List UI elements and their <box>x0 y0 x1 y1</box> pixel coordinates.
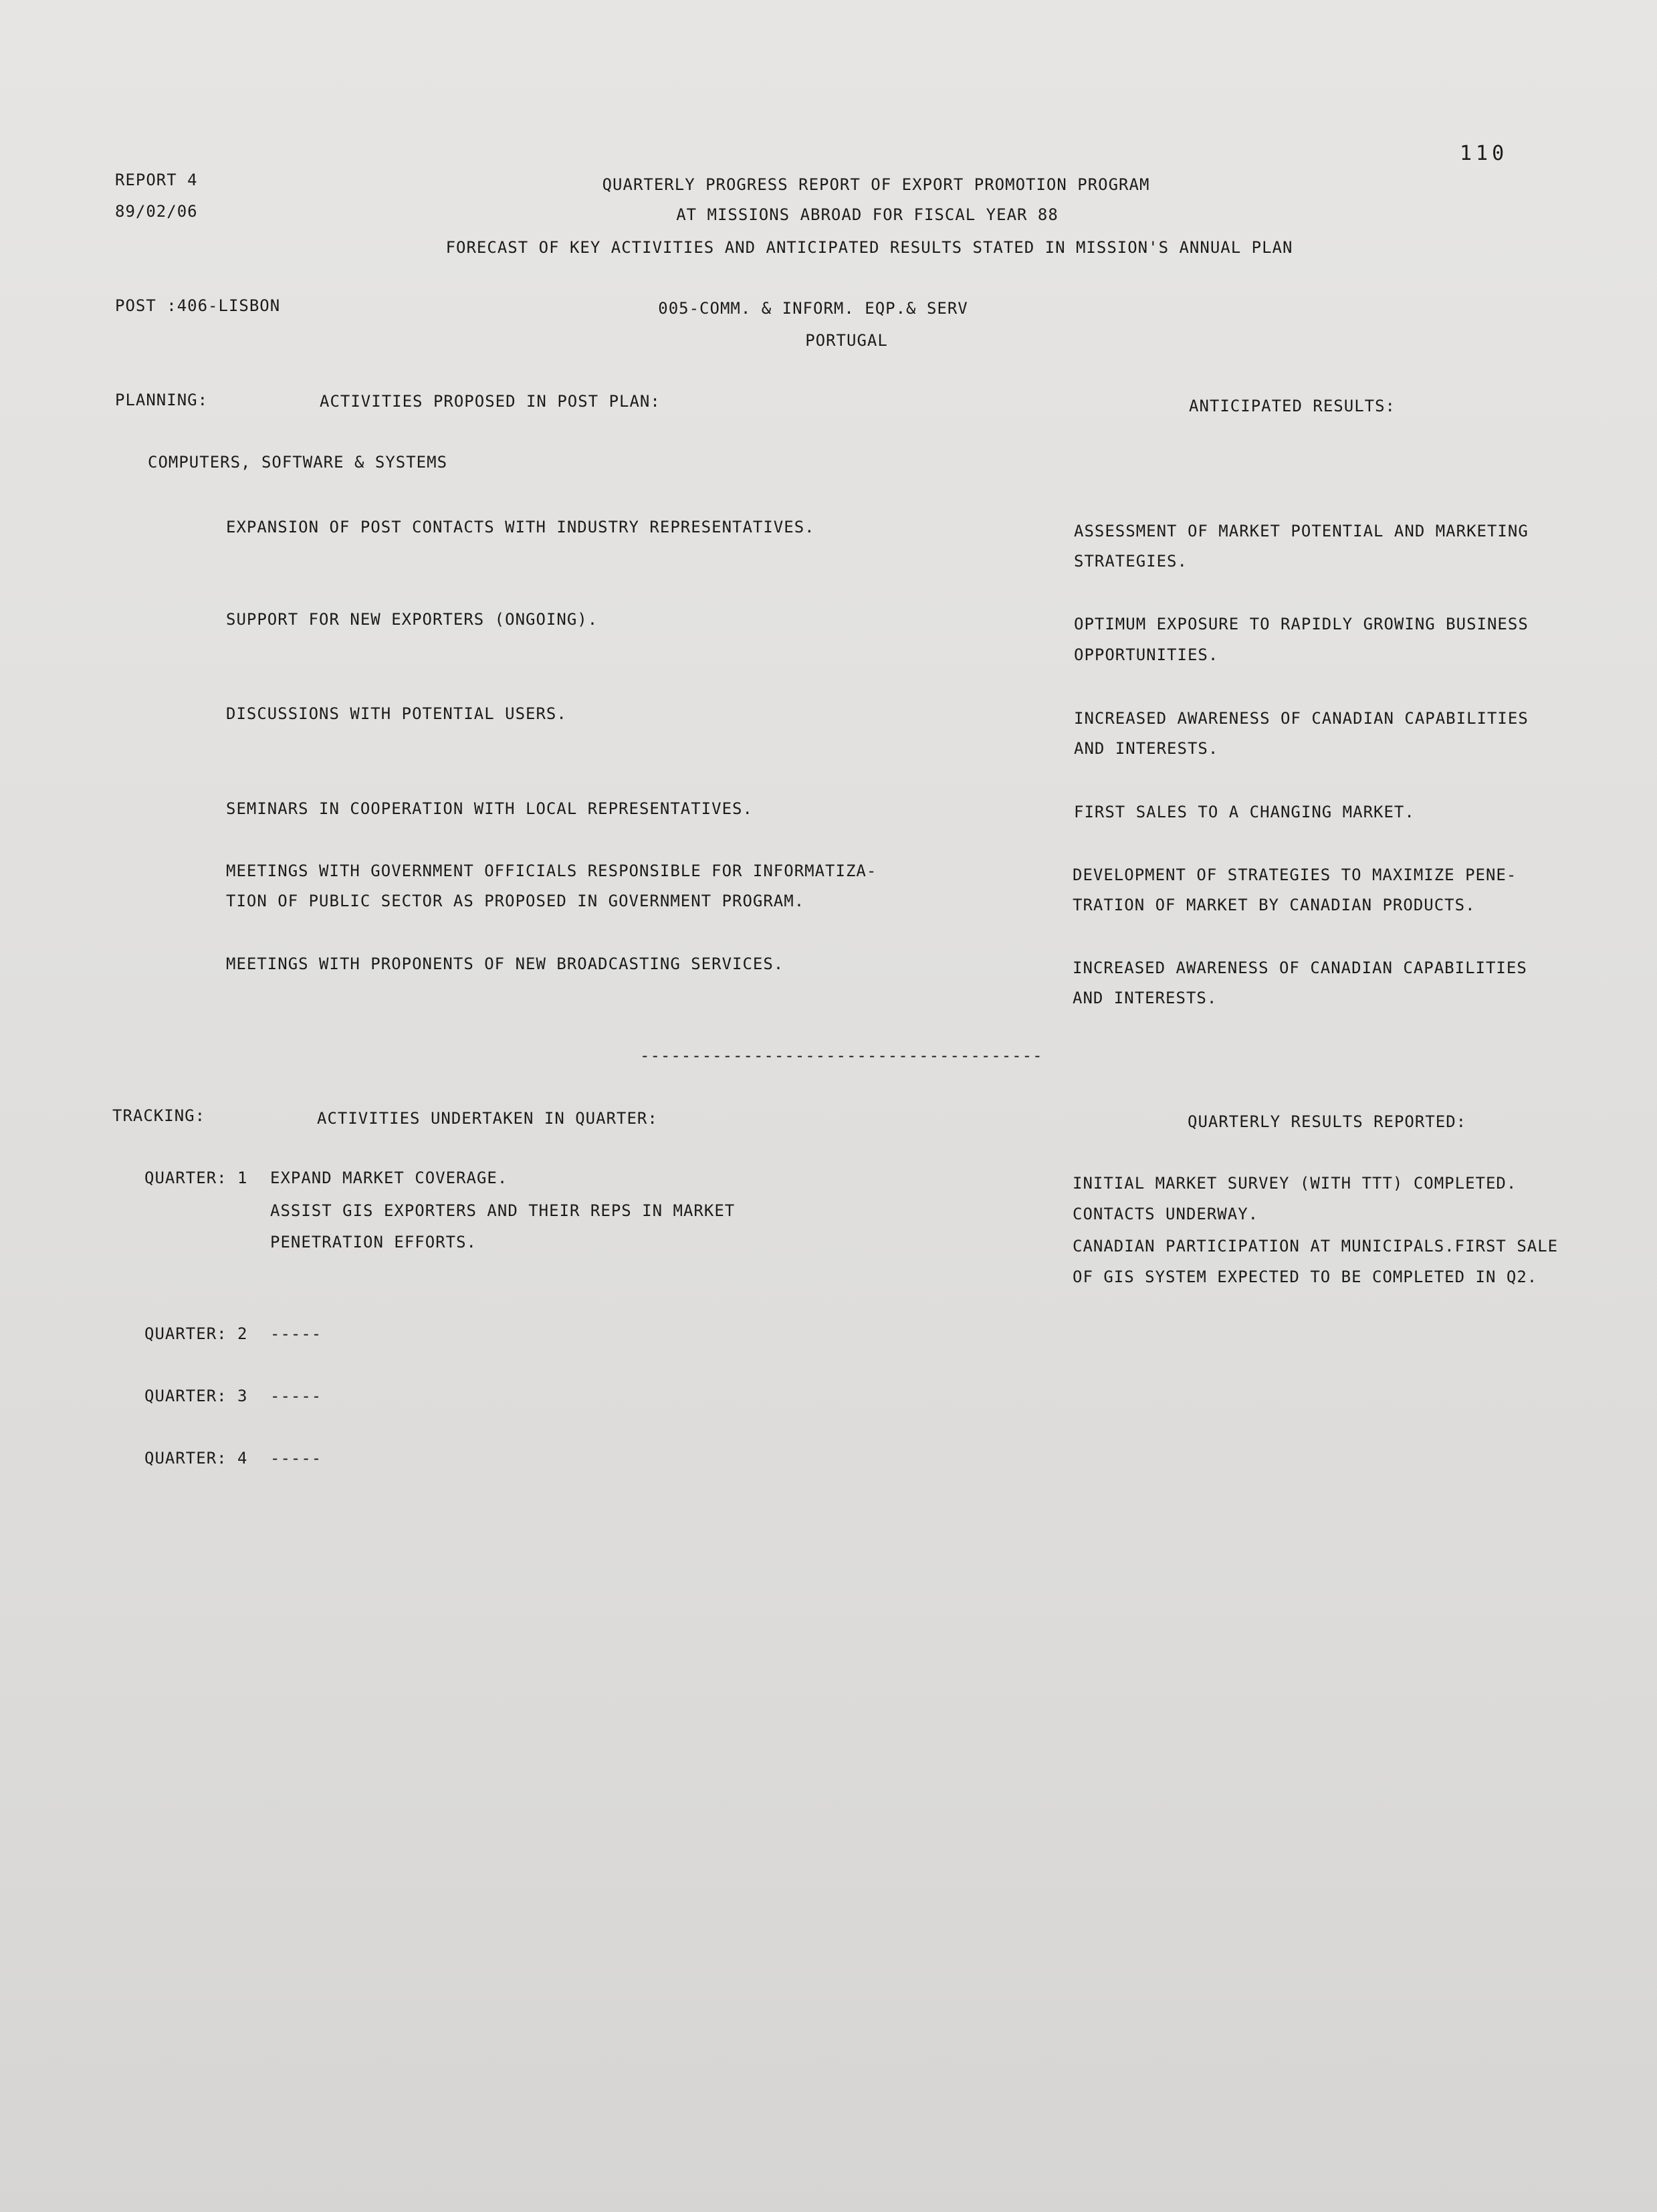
anticipated-result: AND INTERESTS. <box>1073 989 1218 1007</box>
planned-activity: TION OF PUBLIC SECTOR AS PROPOSED IN GOVERNMENT PROGRAM. <box>226 892 805 910</box>
post-label: POST :406-LISBON <box>115 296 281 315</box>
quarter-label: QUARTER: 4 <box>144 1449 248 1468</box>
quarter-activity: PENETRATION EFFORTS. <box>270 1233 477 1251</box>
quarter-result: INITIAL MARKET SURVEY (WITH TTT) COMPLETED. <box>1073 1174 1517 1193</box>
quarter-result: CANADIAN PARTICIPATION AT MUNICIPALS.FIRST SALE <box>1073 1237 1559 1255</box>
planned-activity: MEETINGS WITH GOVERNMENT OFFICIALS RESPONSIBLE FOR INFORMATIZA- <box>226 862 877 880</box>
anticipated-result: STRATEGIES. <box>1074 552 1188 571</box>
anticipated-results-header: ANTICIPATED RESULTS: <box>1189 397 1396 415</box>
section-divider: --------------------------------------- <box>640 1046 1043 1065</box>
report-title-line-2: AT MISSIONS ABROAD FOR FISCAL YEAR 88 <box>676 205 1059 224</box>
planned-activity: SUPPORT FOR NEW EXPORTERS (ONGOING). <box>226 610 598 629</box>
quarter-result: OF GIS SYSTEM EXPECTED TO BE COMPLETED IN Q2. <box>1073 1268 1538 1286</box>
anticipated-result: FIRST SALES TO A CHANGING MARKET. <box>1074 803 1415 821</box>
quarter-activity: ----- <box>270 1449 322 1468</box>
anticipated-result: DEVELOPMENT OF STRATEGIES TO MAXIMIZE PENE- <box>1073 866 1517 884</box>
quarter-activity: EXPAND MARKET COVERAGE. <box>270 1169 508 1187</box>
planned-activity: DISCUSSIONS WITH POTENTIAL USERS. <box>226 704 567 723</box>
report-title-line-3: FORECAST OF KEY ACTIVITIES AND ANTICIPATED RESULTS STATED IN MISSION'S ANNUAL PLAN <box>445 238 1293 257</box>
anticipated-result: ASSESSMENT OF MARKET POTENTIAL AND MARKETING <box>1074 522 1529 540</box>
report-number: REPORT 4 <box>115 171 198 189</box>
anticipated-result: OPPORTUNITIES. <box>1074 645 1219 664</box>
report-title-line-1: QUARTERLY PROGRESS REPORT OF EXPORT PROMOTION PROGRAM <box>602 175 1150 194</box>
quarter-label: QUARTER: 3 <box>144 1387 248 1405</box>
anticipated-result: AND INTERESTS. <box>1074 739 1219 758</box>
anticipated-result: INCREASED AWARENESS OF CANADIAN CAPABILITIES <box>1073 959 1527 977</box>
quarter-activity: ASSIST GIS EXPORTERS AND THEIR REPS IN MARKET <box>270 1201 736 1220</box>
anticipated-result: TRATION OF MARKET BY CANADIAN PRODUCTS. <box>1073 896 1476 914</box>
page-number: 110 <box>1460 142 1509 165</box>
planned-activity: EXPANSION OF POST CONTACTS WITH INDUSTRY REPRESENTATIVES. <box>226 518 815 536</box>
quarter-activity: ----- <box>270 1387 322 1405</box>
anticipated-result: INCREASED AWARENESS OF CANADIAN CAPABILITIES <box>1074 709 1529 728</box>
planning-label: PLANNING: <box>115 391 209 409</box>
anticipated-result: OPTIMUM EXPOSURE TO RAPIDLY GROWING BUSINESS <box>1074 615 1529 633</box>
quarter-result: CONTACTS UNDERWAY. <box>1073 1205 1259 1223</box>
quarterly-results-header: QUARTERLY RESULTS REPORTED: <box>1188 1112 1467 1131</box>
sector-label: 005-COMM. & INFORM. EQP.& SERV <box>658 299 968 318</box>
tracking-activities-header: ACTIVITIES UNDERTAKEN IN QUARTER: <box>317 1109 658 1128</box>
planned-activity: MEETINGS WITH PROPONENTS OF NEW BROADCASTING SERVICES. <box>226 954 784 973</box>
quarter-label: QUARTER: 1 <box>144 1169 248 1187</box>
subsector-heading: COMPUTERS, SOFTWARE & SYSTEMS <box>148 453 448 472</box>
quarter-activity: ----- <box>270 1324 322 1343</box>
tracking-label: TRACKING: <box>112 1106 206 1125</box>
planning-activities-header: ACTIVITIES PROPOSED IN POST PLAN: <box>320 392 661 411</box>
country-label: PORTUGAL <box>805 331 888 350</box>
planned-activity: SEMINARS IN COOPERATION WITH LOCAL REPRESENTATIVES. <box>226 799 753 818</box>
report-date: 89/02/06 <box>115 202 198 221</box>
quarter-label: QUARTER: 2 <box>144 1324 248 1343</box>
